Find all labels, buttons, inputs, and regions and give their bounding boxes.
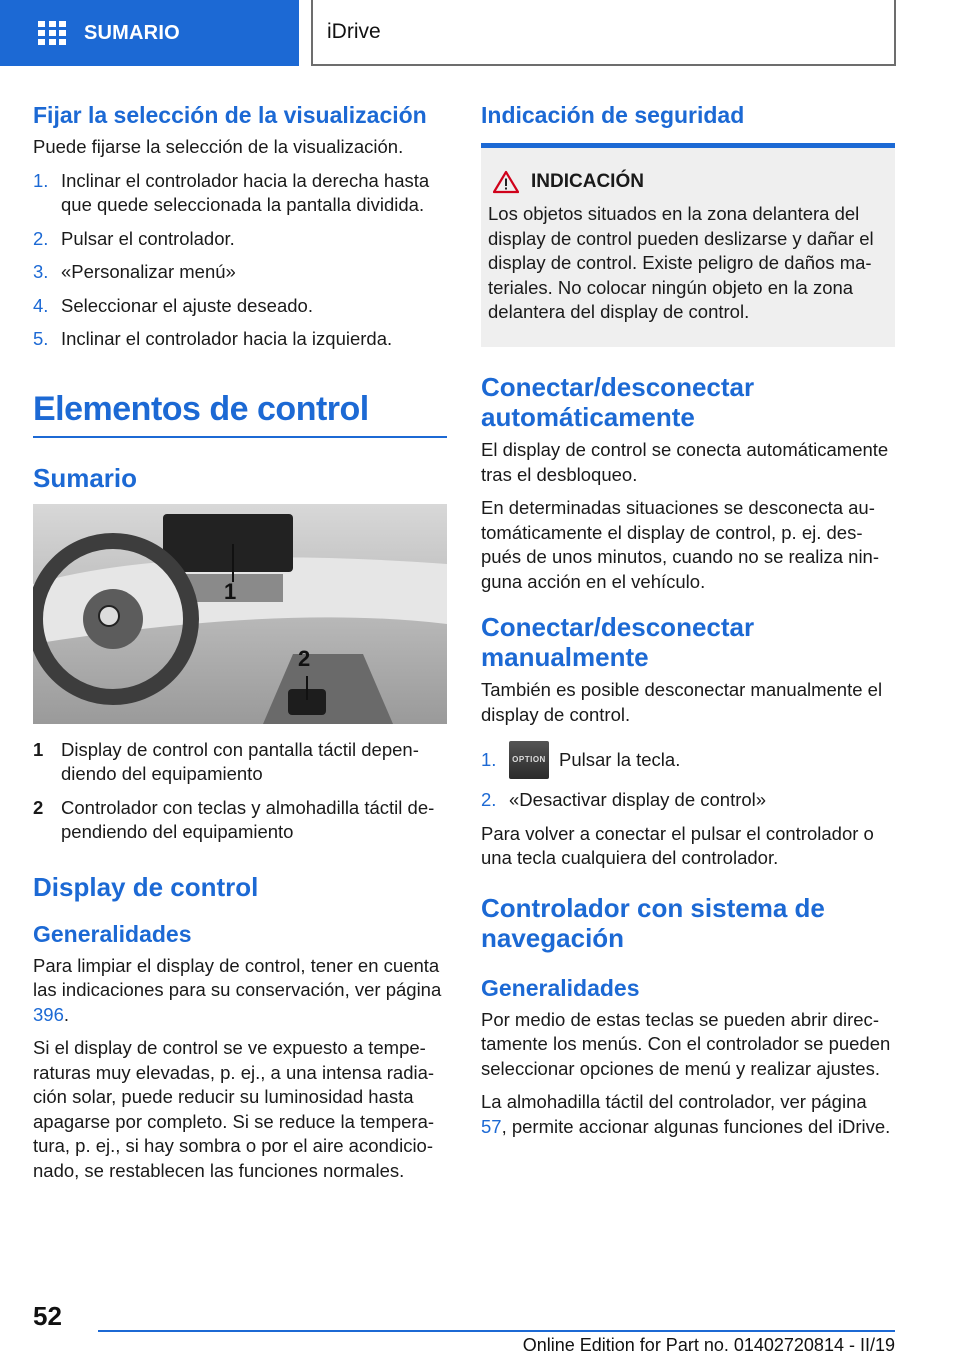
overview-heading: Sumario [33,462,138,493]
warning-triangle-icon [493,170,519,194]
grid-menu-icon [38,21,66,45]
manual-intro: También es posible desconectar manualmente el display de control. [481,679,883,725]
general-heading: Generalidades [33,920,192,947]
nav-paragraph-2: La almohadilla táctil del controlador, ver página 57, permite accionar algunas funciones del iDrive. [481,1091,891,1137]
list-item: 1. Inclinar el controlador hacia la derecha hasta que quede seleccionada la pantalla dividida. [33,169,430,215]
summary-button[interactable] [0,0,299,66]
manual-steps [481,741,895,813]
auto-paragraph-2: En determinadas situaciones se desconecta automáticamente el display de control, p. ej. después de unos minutos, cuando no se realiza ninguna acción en el vehículo. [481,497,880,592]
page-link-57[interactable]: 57 [481,1115,502,1137]
safety-notice-box [481,143,895,347]
manual-heading: Conectar/desconectar manualmente [481,612,755,672]
list-item: 3. «Personalizar menú» [33,261,236,282]
chapter-tab[interactable] [311,0,896,66]
list-item: 2. Pulsar el controlador. [33,227,235,249]
controls-heading: Elementos de control [33,389,369,428]
list-item: 2. «Desactivar display de control» [481,789,767,810]
page-number: 52 [33,1301,62,1331]
chapter-title: iDrive [327,20,381,43]
general-paragraph-2: Si el display de control se ve expuesto a temperaturas muy elevadas, p. ej., a una intensa radiación solar, puede reducir su luminosidad hasta apagarse por completo. Si se reduce la temperatura, p. ej., si hay sombra o por el aire acondicionado, se restablecen las funciones normales. [33,1037,435,1181]
list-item: 2 Controlador con teclas y almohadilla táctil dependiendo del equipamiento [33,796,435,842]
footer-rule [98,1330,895,1332]
list-item: 4. Seleccionar el ajuste deseado. [33,294,313,316]
figure-legend [33,738,447,845]
option-key-icon: OPTION [509,741,549,779]
right-column [481,100,895,135]
callout-2: 2 [298,645,311,671]
left-column [33,100,447,1192]
callout-1: 1 [224,578,237,604]
page-link-396[interactable]: 396 [33,1003,64,1025]
general-paragraph-1: Para limpiar el display de control, tener en cuenta las indicaciones para su conservación, ver página 396. [33,954,442,1025]
fix-selection-intro: Puede fijarse la selección de la visualización. [33,136,404,157]
list-item: 5. Inclinar el controlador hacia la izquierda. [33,328,393,349]
edition-info: Online Edition for Part no. 01402720814 - II/19 [522,1335,895,1355]
fix-selection-heading: Fijar la selección de la visualización [33,102,427,128]
notice-label: INDICACIÓN [531,171,644,192]
summary-label: SUMARIO [84,21,180,44]
list-item: 1. OPTION Pulsar la tecla. [481,741,895,779]
control-display-shape [163,514,293,572]
display-heading: Display de control [33,871,259,902]
list-item: 1 Display de control con pantalla táctil dependiendo del equipamiento [33,738,419,784]
auto-paragraph-1: El display de control se conecta automáticamente tras el desbloqueo. [481,439,889,485]
auto-heading: Conectar/desconectar automáticamente [481,372,755,432]
nav-heading: Controlador con sistema de navegación [481,892,825,953]
header-bar [0,0,960,66]
safety-heading: Indicación de seguridad [481,102,745,128]
notice-text: Los objetos situados en la zona delantera del display de control pueden deslizarse y dañar el display de control. Existe peligro de daños materiales. No colocar ningún objeto en la zona delantera del display de control. [488,203,874,322]
dashboard-illustration [33,504,447,724]
right-column-lower [481,372,895,1148]
nav-general-heading: Generalidades [481,974,640,1001]
nav-paragraph-1: Por medio de estas teclas se pueden abrir directamente los menús. Con el controlador se pueden seleccionar opciones de menú y realizar ajustes. [481,1008,891,1079]
manual-outro: Para volver a conectar el pulsar el controlador o una tecla cualquiera del controlador. [481,822,874,868]
heading-rule [33,436,447,438]
fix-selection-steps [33,169,447,352]
